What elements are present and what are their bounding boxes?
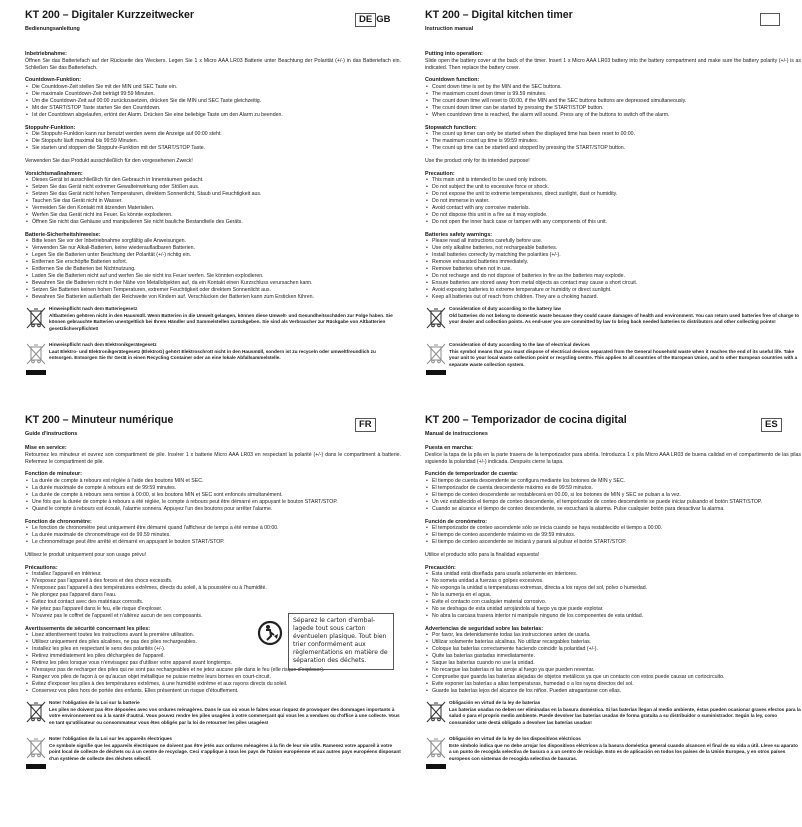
crossed-bin-battery-icon (425, 306, 447, 332)
list-item: • Werfen Sie das Gerät nicht ins Feuer. Es könnte explodieren. (25, 212, 401, 219)
list-item: • Le fonction de chronomètre peut uniquement être démarré quand l'afficheur de temps a été remise à 00:00. (25, 525, 401, 532)
list-item: • Coloque las baterías correctamente haciendo coincidir la polaridad (+/-). (425, 646, 801, 653)
section-countdown (425, 77, 801, 118)
lang-box-de: DE (355, 13, 376, 27)
section-heading: Countdown-Funktion: (25, 77, 81, 84)
weee-notice (25, 342, 401, 372)
language-indicator (761, 418, 782, 432)
weee-black-bar (426, 764, 446, 769)
crossed-bin-weee-icon (425, 736, 447, 762)
list-item: • Do not open the inner back case or tamper with any components of this unit. (425, 219, 801, 226)
list-item: • Entfernen Sie die Batterien bei Nichtnutzung. (25, 266, 401, 273)
manual-page-gb (425, 8, 801, 372)
list-item: • Die Countdown-Zeit stellen Sie mit der MIN und SEC Taste ein. (25, 84, 401, 91)
list-item: • Lisez attentivement toutes les instructions avant la première utilisation. (25, 632, 401, 639)
section-heading: Precaution: (425, 170, 455, 177)
section-setup (425, 445, 801, 465)
list-item: • The maximum count down timer is 99.59 minutes. (425, 91, 801, 98)
section-countdown (25, 77, 401, 118)
list-item: • Ist der Countdown abgelaufen, ertönt der Alarm. Drücken Sie eine beliebige Taste um den Alarm zu beenden. (25, 112, 401, 119)
list-item: • Keep all batteries out of reach from children. They are a choking hazard. (425, 294, 801, 301)
list-item: • El temporizador de conteo ascendente sólo se inicia cuando se haya restablecido el tiempo a 00:00. (425, 525, 801, 532)
list-item: • The count up timer can only be started when the displayed time has been reset to 00:00. (425, 131, 801, 138)
intended-use-note: Utilisez le produit uniquement pour son usage prévu! (25, 551, 147, 558)
intended-use-note: Use the product only for its intended purpose! (425, 157, 530, 164)
list-item: • Entfernen Sie erschöpfte Batterien sofort. (25, 259, 401, 266)
list-item: • No recargue las baterías ni las arroje al fuego ya que pueden reventar. (425, 667, 801, 674)
notice-heading: Obligación en virtud de la ley de los dispositivos eléctricos (449, 736, 581, 742)
list-item: • Bitte lesen Sie vor der Inbetriebnahme sorgfältig alle Anweisungen. (25, 238, 401, 245)
list-item: • Retirez les piles lorsque vous n'envisagez pas d'utiliser votre appareil avant longtemps. (25, 660, 401, 667)
list-item: • Évitez tout contact avec des matériaux corrosifs. (25, 599, 401, 606)
notice-text: Este símbolo indica que no debe arrojar los dispositivos eléctricos a la basura doméstica general cuando alcancen el final de su vida a útil. Lleve su aparato a un punto de recogida selectiva de basura o a un centro de reciclaje. Esto es de aplicación en todos los países de la Unión Europea, y en otros países europeos con sistemas de recogida selectiva de basuras. (449, 742, 798, 761)
weee-notice (25, 736, 401, 766)
section-text: Öffnen Sie das Batteriefach auf der Rückseite des Weckers. Legen Sie 1 x Micro AAA LR03 Batterie unter Beachtung der Polarität (+/-) in das Batteriefach ein. Schließen Sie das Batteriefach. (25, 57, 401, 71)
lang-label-gb: GB (376, 14, 391, 25)
sorting-info-box: Séparez le carton d'embal-lagede tout sous carton éventuelen plasique. Tout bien trier conformément aux règlementations en matière de séparation des déchets. (288, 613, 394, 670)
list-item: • Saque las baterías cuando no use la unidad. (425, 660, 801, 667)
list-item: • N'exposez pas l'appareil à des forces et des chocs excessifs. (25, 578, 401, 585)
list-item: • La durée de compte à rebours est réglée à l'aide des boutons MIN et SEC. (25, 478, 401, 485)
list-item: • Evite el contacto con cualquier material corrosivo. (425, 599, 801, 606)
manual-page-fr (25, 413, 401, 766)
page-subtitle: Guide d'instructions (25, 431, 78, 437)
list-item: • El temporizador de cuenta descendente máximo es de 99:59 minutos. (425, 485, 801, 492)
list-item: • Do not immerse in water. (425, 198, 801, 205)
section-setup (25, 445, 401, 465)
list-item: • Une fois que la durée de compte à rebours a été réglée, le compte à rebours peut être démarré en appuyant le bouton START/STOP. (25, 499, 401, 506)
list-item: • Setzen Sie Batterien keinen hohen Temperaturen, extremer Feuchtigkeit oder direktem Sonnenlicht aus. (25, 287, 401, 294)
list-item: • Conservez vos piles hors de portée des enfants. Elles présentent un risque d'étouffement. (25, 688, 401, 695)
weee-notice (425, 342, 801, 372)
section-precautions (25, 565, 401, 620)
list-item: • The count down timer can be started by pressing the START/STOP button. (425, 105, 801, 112)
section-heading: Fonction de chronomètre: (25, 518, 92, 525)
list-item: • Die maximale Countdown-Zeit beträgt 99:59 Minuten. (25, 91, 401, 98)
list-item: • El tiempo de conteo ascendente se iniciará y parará al pulsar el botón START/STOP. (425, 539, 801, 546)
intended-use-note: Utilice el producto sólo para la finalidad expuesta! (425, 551, 540, 558)
page-subtitle: Manual de instrucciones (425, 431, 488, 437)
notice-heading: Hinweispflicht nach dem Batteriegesetz (49, 306, 138, 312)
page-title: KT 200 – Minuteur numérique (25, 414, 174, 426)
weee-notice (425, 736, 801, 766)
section-setup (425, 51, 801, 71)
list-item: • Compruebe que guarda las baterías alejadas de objetos metálicos ya que un contacto con estos puede causar un cortocircuito. (425, 674, 801, 681)
section-heading: Mise en service: (25, 445, 67, 451)
list-item: • The count up time can be started and stopped by pressing the START/STOP button. (425, 145, 801, 152)
list-item: • When countdown time is reached, the alarm will sound. Press any of the buttons to switch off the alarm. (425, 112, 801, 119)
notice-heading: Obligación en virtud de la ley de baterías (449, 700, 541, 706)
list-item: • Setzen Sie das Gerät nicht hohen Temperaturen, direktem Sonnenlicht, Staub und Feuchtigkeit aus. (25, 191, 401, 198)
list-item: • Utilisez uniquement des piles alcalines, ne pas des piles rechargeables. (25, 639, 401, 646)
list-item: • Ne plongez pas l'appareil dans l'eau. (25, 592, 401, 599)
list-item: • This main unit is intended to be used only indoors. (425, 177, 801, 184)
list-item: • Vermeiden Sie den Kontakt mit ätzenden Materialien. (25, 205, 401, 212)
crossed-bin-weee-icon (25, 736, 47, 762)
list-item: • Le chronométrage peut être arrêté et démarré en appuyant le bouton START/STOP. (25, 539, 401, 546)
list-item: • La durée de compte à rebours sera remise à 00:00, si les boutons MIN et SEC sont enfoncés simultanément. (25, 492, 401, 499)
list-item: • La durée maximale de compte à rebours est de 99:59 minutes. (25, 485, 401, 492)
list-item: • Installez les piles en respectant le sens des polarités (+/-). (25, 646, 401, 653)
list-item: • La durée maximale de chronométrage est de 99.59 minutes. (25, 532, 401, 539)
section-heading: Puesta en marcha: (425, 445, 473, 451)
crossed-bin-weee-icon (425, 342, 447, 368)
list-item: • Legen Sie die Batterien unter Beachtung der Polarität (+/-) richtig ein. (25, 252, 401, 259)
section-text: Deslice la tapa de la pila en la parte trasera de la temporizador para abrirla. Introduzca 1 x pila Micro AAA LR03 de buena calidad en el compartimento de las pilas siguiendo la polaridad (+/-) indicada. Después cierre la tapa. (425, 451, 801, 465)
intended-use-note: Verwenden Sie das Produkt ausschließlich für den vorgesehenen Zweck! (25, 157, 193, 164)
list-item: • Öffnen Sie nicht das Gehäuse und manipulieren Sie nicht bauliche Bestandteile des Geräts. (25, 219, 401, 226)
list-item: • Remove batteries when not in use. (425, 266, 801, 273)
list-item: • Cuando se alcance el tiempo de conteo descendente, se escuchará la alarma. Pulse cualquier botón para desactivar la alarma. (425, 506, 801, 513)
list-item: • Un vez establecido el tiempo de conteo descendente, el temporizador de conteo descendente se puede iniciar pulsando el botón START/STOP. (425, 499, 801, 506)
notice-heading: Consideration of duty according to the battery law (449, 306, 561, 312)
list-item: • El tiempo de cuenta descendente se configura mediante los botones de MIN y SEC. (425, 478, 801, 485)
battery-law-notice (425, 700, 801, 730)
section-stopwatch (425, 519, 801, 546)
list-item: • El tiempo de conteo ascendente máximo es de 99:59 minutos. (425, 532, 801, 539)
section-setup (25, 51, 401, 71)
weee-black-bar (426, 370, 446, 375)
list-item: • Rangez vos piles de façon à ce qu'aucun objet métallique ne puisse mettre leurs bornes en court-circuit. (25, 674, 401, 681)
triman-recycling-icon (257, 620, 283, 646)
section-battery-safety (425, 626, 801, 695)
notice-text: Laut Elektro- und Elektronikgerätegesetz (ElektroG) gehört Elektroschrott nicht in den Hausmüll, sondern ist zu recyceln oder umweltfreundlich zu entsorgen. Entsorgen Sie Ihr Gerät in einen Recycling Container oder an eine lokale Abfallsammelstelle. (49, 348, 376, 361)
list-item: • The count down time will reset to 00.00, if the MIN and the SEC buttons buttons are depressed simultaneously. (425, 98, 801, 105)
list-item: • Ensure batteries are stored away from metal objects as contact may cause a short circuit. (425, 280, 801, 287)
battery-law-notice (425, 306, 801, 336)
list-item: • Utilizar solamente baterías alcalinas. No utilizar recargables baterías. (425, 639, 801, 646)
list-item: • Um die Countdown-Zeit auf 00:00 zurückzusetzen, drücken Sie die MIN und SEC Taste gleichzeitig. (25, 98, 401, 105)
list-item: • Die Stoppuhr läuft maximal bis 99:59 Minuten. (25, 138, 401, 145)
crossed-bin-weee-icon (25, 342, 47, 368)
list-item: • Die Stoppuhr-Funktion kann nur benutzt werden wenn die Anzeige auf 00:00 steht. (25, 131, 401, 138)
list-item: • Use only alkaline batteries, not rechargeable batteries. (425, 245, 801, 252)
lang-box-fr: FR (355, 418, 376, 432)
page-title: KT 200 – Digital kitchen timer (425, 9, 573, 21)
list-item: • Quand le compte à rebours est écoulé, l'alarme sonnera. Appuyez l'un des boutons pour arrêter l'alarme. (25, 506, 401, 513)
list-item: • Dieses Gerät ist ausschließlich für den Gebrauch in Innenräumen gedacht. (25, 177, 401, 184)
list-item: • N'ouvrez pas le coffret de l'appareil et n'altérez aucun de ses composants. (25, 613, 401, 620)
crossed-bin-battery-icon (25, 700, 47, 726)
list-item: • Bewahren Sie die Batterien nicht in der Nähe von Metallobjekten auf, da ein Kontakt einen Kurzschluss verursachen kann. (25, 280, 401, 287)
list-item: • Evite exponer las baterías a altas temperaturas, humedad o a los rayos directos del sol. (425, 681, 801, 688)
list-item: • Esta unidad está diseñada para usarla solamente en interiores. (425, 571, 801, 578)
section-precautions (25, 171, 401, 226)
notice-heading: Hinweispflicht nach dem Elektronikgerätegesetz (49, 342, 157, 348)
notice-heading: Consideration of duty according to the law of electrical devices (449, 342, 590, 348)
notice-text: Las baterías usadas no deben ser eliminadas en la basura doméstica. Si las baterías llegan al medio ambiente, éstas pueden ocasionar graves efectos para la salud o para el proprio medio ambiente. Puede devolver las baterías usadas de forma gratuita a su distribuidor o suministrador. Según la ley, como consumidor uste destá obligado a devolver las baterías usadas! (449, 706, 801, 725)
section-countdown (425, 471, 801, 512)
section-stopwatch (25, 125, 401, 152)
list-item: • Count down time is set by the MIN and the SEC buttons. (425, 84, 801, 91)
list-item: • Verwenden Sie nur Alkali-Batterien, keine wiederaufladbaren Batterien. (25, 245, 401, 252)
section-heading: Stopwatch function: (425, 124, 477, 131)
battery-law-notice (25, 306, 401, 336)
list-item: • Avoid exposing batteries to extreme temperature or humidity or direct sunlight. (425, 287, 801, 294)
list-item: • Ne jetez pas l'appareil dans le feu, elle risque d'exploser. (25, 606, 401, 613)
section-heading: Précautions: (25, 564, 58, 571)
weee-black-bar (26, 764, 46, 769)
crossed-bin-battery-icon (425, 700, 447, 726)
list-item: • Évitez d'exposer les piles à des températures extrêmes, à une humidité extrême et aux rayons directs du soleil. (25, 681, 401, 688)
section-precautions (425, 565, 801, 620)
list-item: • Tauchen Sie das Gerät nicht in Wasser. (25, 198, 401, 205)
weee-black-bar (26, 370, 46, 375)
section-heading: Función de temporizador de cuenta: (425, 471, 518, 478)
section-battery-safety (25, 232, 401, 301)
list-item: • Do not recharge and do not dispose of batteries in fire as the batteries may explode. (425, 273, 801, 280)
list-item: • No exponga la unidad a temperaturas extremas, directa a los rayos del sol, polvo o humedad. (425, 585, 801, 592)
section-text: Slide open the battery cover at the back of the timer. Insert 1 x Micro AAA LR03 battery into the battery compartment and make sure the battery polarity (+/-) is as indicated. Then replace the battery cover. (425, 57, 801, 71)
page-subtitle: Bedienungsanleitung (25, 26, 80, 32)
list-item: • Install batteries correctly by matching the polarities (+/-). (425, 252, 801, 259)
page-subtitle: Instruction manual (425, 26, 474, 32)
list-item: • No se deshaga de esta unidad arrojándola al fuego ya que puede explotar. (425, 606, 801, 613)
battery-law-notice (25, 700, 401, 730)
list-item: • Mit der START/STOP Taste starten Sie den Countdown. (25, 105, 401, 112)
list-item: • No someta unidad a fuerzas o golpes excesivos. (425, 578, 801, 585)
section-heading: Countdown function: (425, 77, 480, 84)
list-item: • Sie starten und stoppen die Stoppuhr-Funktion mit der START/STOP Taste. (25, 145, 401, 152)
section-heading: Batterie-Sicherheitshinweise: (25, 231, 101, 238)
manual-page-es (425, 413, 801, 766)
page-title: KT 200 – Digitaler Kurzzeitwecker (25, 9, 194, 21)
list-item: • Do not subject the unit to excessive force or shock. (425, 184, 801, 191)
page-title: KT 200 – Temporizador de cocina digital (425, 414, 627, 426)
list-item: • Installez l'appareil en intérieur. (25, 571, 401, 578)
list-item: • N'essayez pas de recharger des piles qui ne sont pas rechargeables et ne jetez aucune pile dans le feu (elle risque d'exploser). (25, 667, 401, 674)
lang-box-es: ES (761, 418, 782, 432)
section-stopwatch (25, 519, 401, 546)
section-heading: Batteries safety warnings: (425, 231, 493, 238)
list-item: • Laden Sie die Batterien nicht auf und werfen Sie sie nicht ins Feuer werfen. Sie könnten explodieren. (25, 273, 401, 280)
lang-box-empty (760, 13, 780, 26)
notice-text: Les piles ne doivent pas être déposées avec vos ordures ménagères. Dans le cas où vous le faites vous risquez de provoquer des dommages importants à votre environnement ou à la santé d'autrui. Vous pouvez rendre les piles usagées à votre commerçant qui vous les a vendues ou d'office à une collecte. Vous en tant qu'utilisateur ou consommateur vous êtes obligés par la loi de retourner les piles usagées! (49, 706, 400, 725)
list-item: • The maximum count up time is 99:59 minutes. (425, 138, 801, 145)
list-item: • Do not expose the unit to extreme temperatures, direct sunlight, dust or humidity. (425, 191, 801, 198)
section-countdown (25, 471, 401, 512)
crossed-bin-battery-icon (25, 306, 47, 332)
manual-page-de (25, 8, 401, 372)
section-heading: Fonction de minuteur: (25, 471, 82, 478)
list-item: • No la sumerja en el agua. (425, 592, 801, 599)
list-item: • Bewahren Sie Batterien außerhalb der Reichweite von Kindern auf. Verschlucken der Batterien kann zum Ersticken führen. (25, 294, 401, 301)
section-heading: Avertissements de sécurité concernant les piles: (25, 625, 151, 632)
notice-text: Old batteries do not belong to domestic waste because they could cause damages of health and environment. You can return used batteries free of charge to your dealer and collection points. As end-user you are committed by law to bring back needed batteries to distributors and other collecting points! (449, 312, 800, 325)
list-item: • N'exposez pas l'appareil à des températures extrêmes, directs du soleil, à la poussière ou à l'humidité. (25, 585, 401, 592)
section-heading: Función de cronómetro: (425, 518, 487, 525)
language-indicator (355, 13, 390, 27)
list-item: • No abra la carcasa trasera interior ni manipule ninguno de los componentes de esta unidad. (425, 613, 801, 620)
section-heading: Putting into operation: (425, 51, 483, 57)
section-stopwatch (425, 125, 801, 152)
section-precautions (425, 171, 801, 226)
section-heading: Vorsichtsmaßnahmen: (25, 170, 83, 177)
section-battery-safety (425, 232, 801, 301)
notice-text: Altbatterien gehören nicht in den Hausmüll. Wenn Batterien in die Umwelt gelangen, können diese Umwelt- und Gesundheitsschäden zur Folge haben. Sie können gebrauchte Batterien unentgeltlich bei Ihrem Händler und Sammelstellen zurückgeben. Sie sind als Verbraucher zur Rückgabe von Altbatterien gesetzlichverpflichtet! (49, 312, 393, 331)
notice-text: Ce symbole signifie que les appareils électriques ne doivent pas être jetés aux ordures ménagères à la fin de leur vie utile. Ramenez votre appareil à votre point local de collecte de déchets ou à un centre de recyclage. Ceci s'applique à tous les pays de l'Union européenne et aux autres pays européens disposant d'un système de collecte des déchets sélectif. (49, 742, 401, 761)
notice-heading: Noter l'obligation de la Loi sur les appareils électriques (49, 736, 173, 742)
list-item: • Remove exhausted batteries immediately. (425, 259, 801, 266)
section-heading: Inbetriebnahme: (25, 51, 67, 57)
list-item: • Setzen Sie das Gerät nicht extremer Gewalteinwirkung oder Stößen aus. (25, 184, 401, 191)
section-heading: Precaución: (425, 564, 456, 571)
list-item: • Retirez immédiatement les piles déchargées de l'appareil. (25, 653, 401, 660)
list-item: • El tiempo de conteo descendente se restablecerá en 00.00, si los botones de MIN y SEC se pulsan a la vez. (425, 492, 801, 499)
list-item: • Por favor, lea detenidamente todas las instrucciones antes de usarla. (425, 632, 801, 639)
section-text: Retournez les minuteur et ouvrez son compartiment de pile. Insérer 1 x batterie Micro AAA LR03 en respectant la polarité (+/-) dans le compartiment à batterie. Refermez le compartiment de pile. (25, 451, 401, 465)
section-heading: Advertencias de seguridad sobre las baterias: (425, 625, 544, 632)
section-heading: Stoppuhr-Funktion: (25, 124, 76, 131)
notice-heading: Noter l'obligation de la Loi sur la batterie (49, 700, 140, 706)
language-indicator (355, 418, 376, 432)
list-item: • Avoid contact with any corrosive materials. (425, 205, 801, 212)
list-item: • Please read all instructions carefully before use. (425, 238, 801, 245)
language-indicator (760, 13, 780, 30)
notice-text: This symbol means that you must dispose of electrical devices separated from the General household waste when it reaches the end of its useful life. Take your unit to your local waste collection point or recycling centre. This applies to all countries of the European Union, and to other European countries with a separate waste collection system. (449, 348, 798, 367)
list-item: • Quite las baterías gastadas inmediatamente. (425, 653, 801, 660)
list-item: • Guarde las baterías lejos del alcance de los niños. Pueden atragantarse con ellas. (425, 688, 801, 695)
list-item: • Do not dispose this unit in a fire as it may explode. (425, 212, 801, 219)
